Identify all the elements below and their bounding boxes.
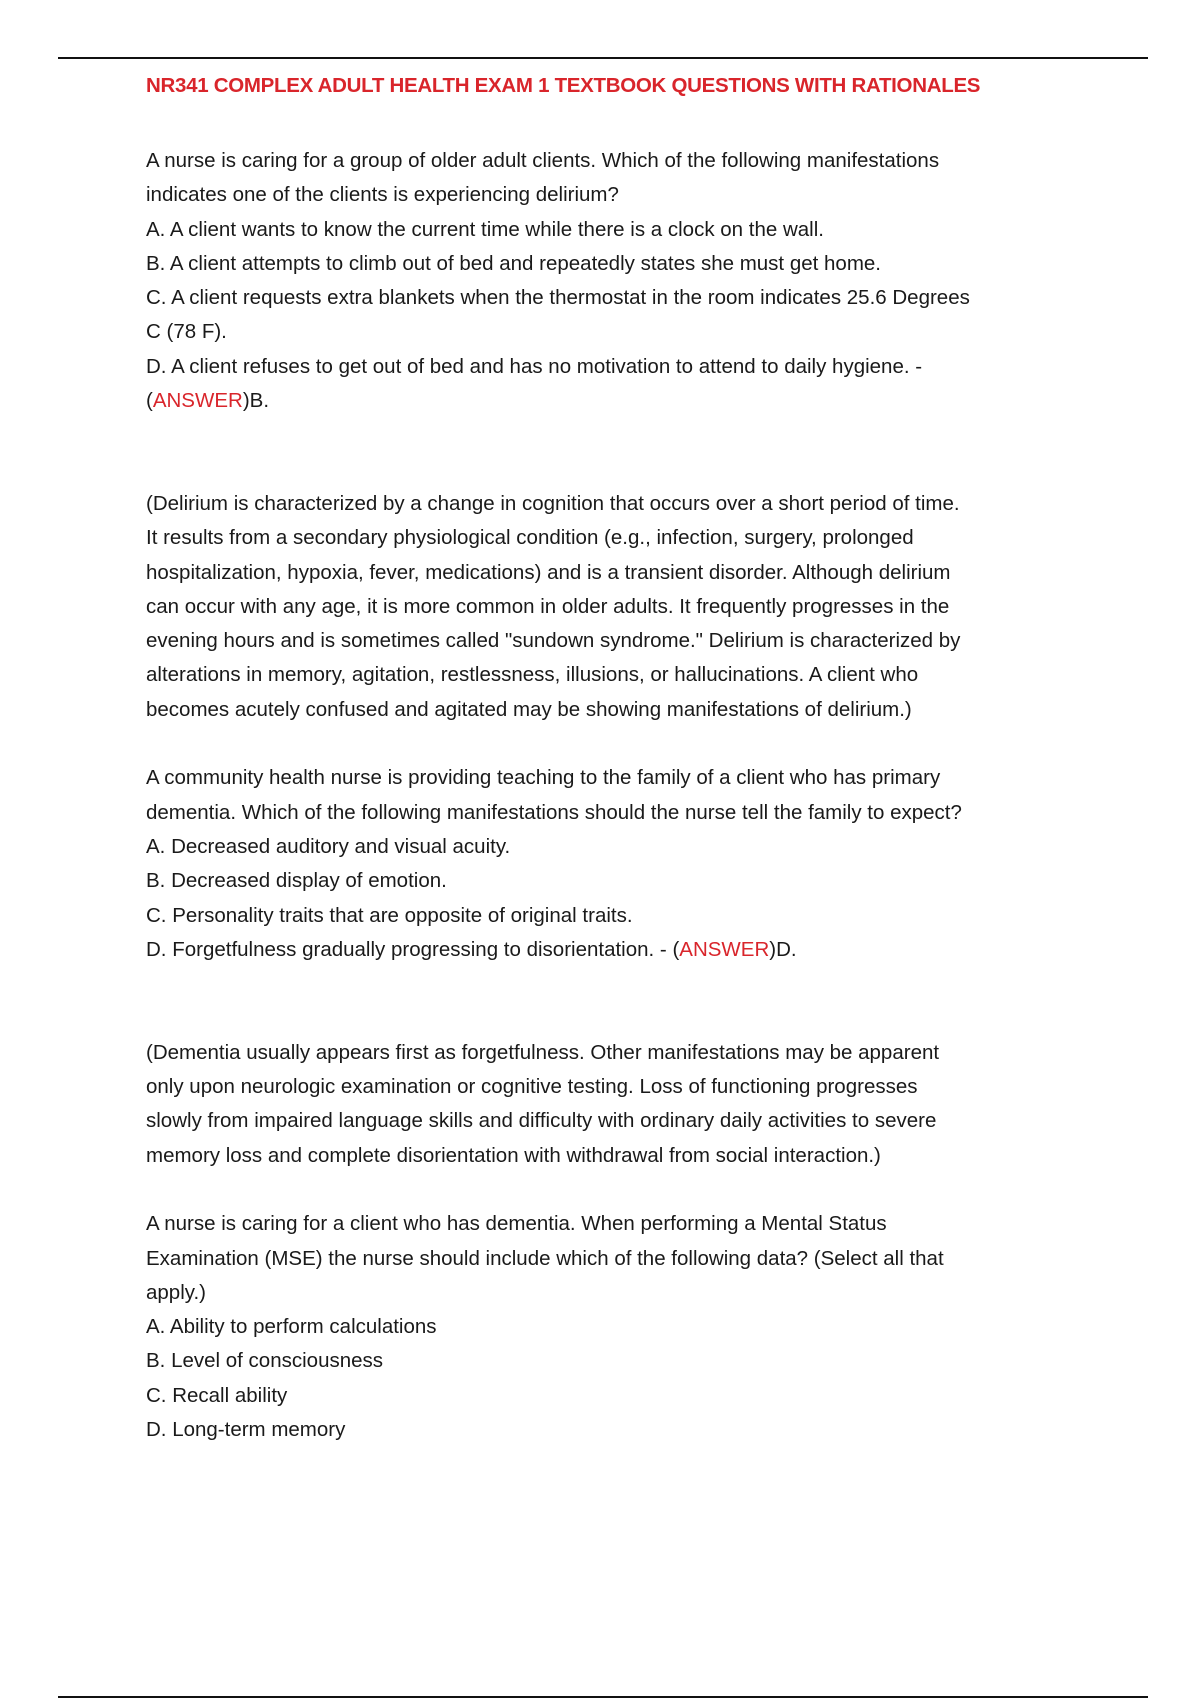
option-a: A. Decreased auditory and visual acuity. — [146, 834, 511, 858]
option-a: A. Ability to perform calculations — [146, 1315, 437, 1339]
option-b: B. Decreased display of emotion. — [146, 869, 447, 893]
rationale-2: (Dementia usually appears first as forgetfulness. Other manifestations may be apparent only upon neurologic examination or cognitive testing. Loss of functioning progresses slowly from impaired language skills and difficulty with ordinary daily activities to severe memory loss and complete disorientation with withdrawal from social interaction.) — [146, 1040, 940, 1167]
option-a: A. A client wants to know the current time while there is a clock on the wall. — [146, 217, 824, 241]
answer-open: ( — [146, 389, 153, 413]
question-2 — [146, 761, 1146, 967]
answer-open: ( — [672, 937, 680, 961]
question-stem: A community health nurse is providing teaching to the family of a client who has primary dementia. Which of the following manifestations should the nurse tell the family to expect? — [146, 766, 962, 824]
rationale-1: (Delirium is characterized by a change in cognition that occurs over a short period of time. It results from a secondary physiological condition (e.g., infection, surgery, prolonged hospitalization, hypoxia, fever, medications) and is a transient disorder. Although delirium can occur with any age, it is more common in older adults. It frequently progresses in the evening hours and is sometimes called "sundown syndrome." Delirium is characterized by alterations in memory, agitation, restlessness, illusions, or hallucinations. A client who becomes acutely confused and agitated may be showing manifestations of delirium.) — [146, 491, 961, 721]
option-c: C. A client requests extra blankets when the thermostat in the room indicates 25.6 Degrees C (78 F). — [146, 286, 970, 344]
answer-label: ANSWER — [152, 389, 243, 413]
option-b: B. Level of consciousness — [146, 1349, 384, 1373]
option-d: D. A client refuses to get out of bed and has no motivation to attend to daily hygiene. - — [146, 354, 923, 378]
answer-line — [146, 384, 1146, 418]
answer-label: ANSWER — [679, 937, 770, 961]
option-d: D. Forgetfulness gradually progressing to disorientation. - — [146, 937, 673, 961]
option-c: C. Personality traits that are opposite of original traits. — [146, 903, 633, 927]
option-c: C. Recall ability — [146, 1383, 288, 1407]
answer-value: )D. — [769, 937, 797, 961]
option-d-with-answer — [146, 933, 1146, 967]
question-stem: A nurse is caring for a group of older adult clients. Which of the following manifestations indicates one of the clients is experiencing delirium? — [146, 149, 940, 207]
option-b: B. A client attempts to climb out of bed and repeatedly states she must get home. — [146, 251, 881, 275]
footer-rule — [58, 1696, 1148, 1698]
answer-value: )B. — [242, 389, 270, 413]
header-rule — [58, 57, 1148, 59]
document-body — [146, 144, 1146, 1447]
option-d: D. Long-term memory — [146, 1417, 346, 1441]
question-1 — [146, 144, 1146, 418]
question-stem: A nurse is caring for a client who has dementia. When performing a Mental Status Examination (MSE) the nurse should include which of the following data? (Select all that apply.) — [146, 1212, 944, 1304]
question-3 — [146, 1207, 1146, 1447]
document-title: NR341 COMPLEX ADULT HEALTH EXAM 1 TEXTBOOK QUESTIONS WITH RATIONALES — [146, 74, 981, 97]
